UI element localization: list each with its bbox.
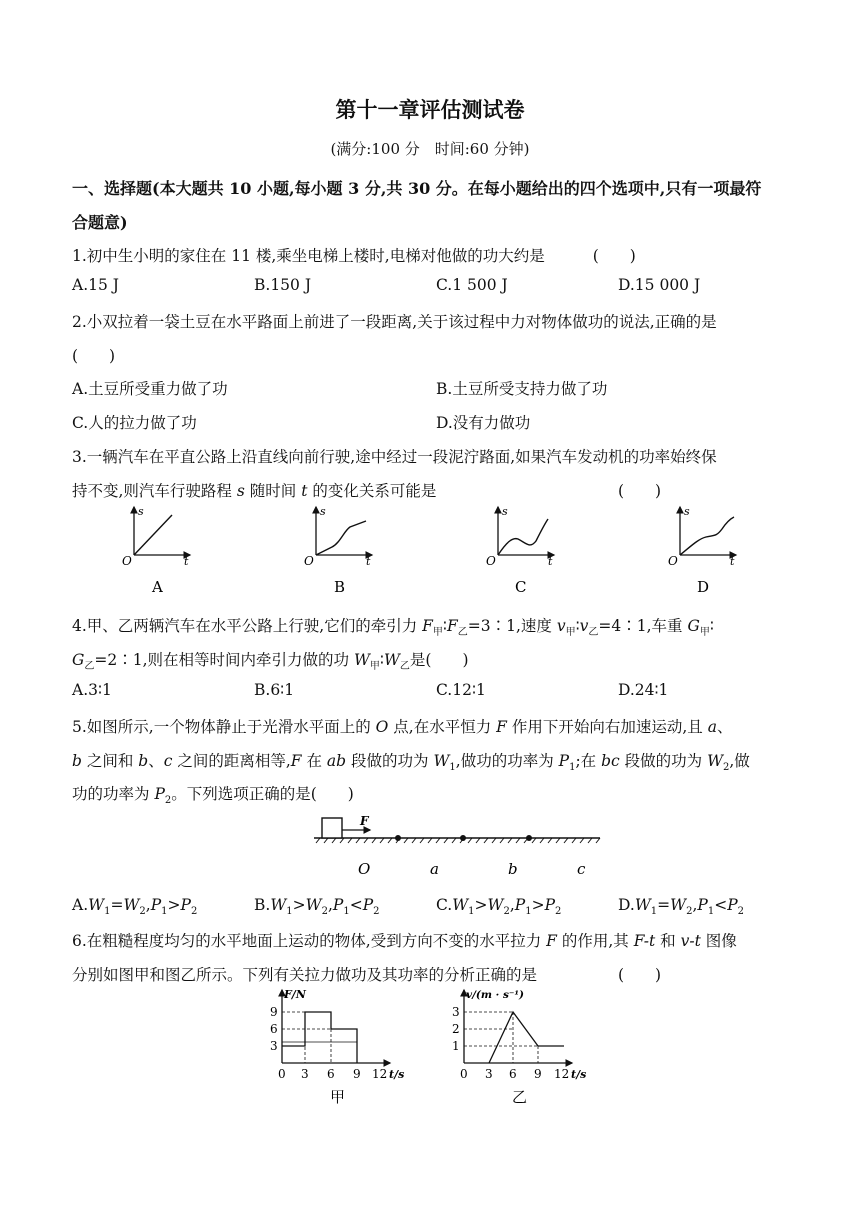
- q3-graph-d: [668, 505, 736, 596]
- q4-stem-line1: [72, 614, 714, 638]
- q5-sub: 1: [525, 906, 532, 918]
- q4-sub: 甲: [432, 627, 443, 639]
- q5-var-p: P: [332, 896, 344, 914]
- q5-sub: 2: [737, 906, 744, 918]
- q1-option-b: B.150 J: [254, 276, 312, 294]
- q4-var-g: G: [687, 617, 700, 635]
- q5-var-w: W: [88, 896, 105, 914]
- q2-option-b: B.土豆所受支持力做了功: [436, 380, 608, 398]
- q4-stem-line2: [72, 648, 469, 672]
- q4-text: 4.甲、乙两辆汽车在水平公路上行驶,它们的牵引力: [72, 617, 423, 635]
- q5-opt-letter: C.: [436, 896, 453, 914]
- q3-graph-d-label: D: [697, 578, 710, 596]
- q3-graph-c-label: C: [515, 578, 527, 596]
- q5-opt-letter: D.: [618, 896, 635, 914]
- q5-text: 、: [148, 752, 164, 770]
- q5-sub: 1: [343, 906, 350, 918]
- q3-graph-d-xlabel: t: [730, 555, 735, 568]
- q5-sub: 2: [321, 906, 328, 918]
- q4-sub: 甲: [699, 627, 710, 639]
- q5-op: >: [292, 896, 306, 914]
- q5-sub: 1: [286, 906, 293, 918]
- q6-yi-xlabel: t/s: [571, 1068, 587, 1081]
- q5-diagram: [310, 810, 610, 882]
- q5-var-f: F: [290, 752, 302, 770]
- q6-text: 图像: [700, 932, 737, 950]
- q5-text: 在: [301, 752, 327, 770]
- q5-var-w: W: [670, 896, 687, 914]
- q1-option-d: D.15 000 J: [618, 276, 701, 294]
- q3-graph-b-label: B: [334, 578, 346, 596]
- q5-sub: 1: [449, 762, 456, 774]
- q2-option-a: A.土豆所受重力做了功: [72, 380, 228, 398]
- q4-sub: 甲: [565, 627, 576, 639]
- q6-jia-ytick: 3: [270, 1039, 278, 1053]
- q5-var-p: P: [544, 896, 556, 914]
- q5-stem-line3: [72, 782, 354, 806]
- q5-var-p: P: [558, 752, 570, 770]
- q4-colon: ∶: [709, 617, 714, 635]
- q4-option-c: C.12∶1: [436, 681, 486, 699]
- q5-text: 段做的功为: [619, 752, 708, 770]
- q6-yi-xtick: 3: [485, 1067, 493, 1081]
- q2-option-c: C.人的拉力做了功: [72, 414, 197, 432]
- q5-opt-letter: A.: [72, 896, 89, 914]
- q3-graph-d-ylabel: s: [684, 505, 690, 518]
- q6-yi-ytick: 3: [452, 1005, 460, 1019]
- q5-opt-letter: B.: [254, 896, 271, 914]
- q2-stem: 2.小双拉着一袋土豆在水平路面上前进了一段距离,关于该过程中力对物体做功的说法,正确的是: [72, 313, 717, 331]
- q6-var-ft: F-t: [633, 932, 656, 950]
- q5-point-a-label: a: [430, 860, 439, 878]
- q4-var-w: W: [353, 651, 370, 669]
- q6-var-vt: v-t: [680, 932, 701, 950]
- q5-sub: 2: [503, 906, 510, 918]
- q5-text: 段做的功为: [346, 752, 434, 770]
- q5-op: >: [531, 896, 545, 914]
- q5-var-p: P: [697, 896, 708, 914]
- q5-sub: 2: [555, 906, 562, 918]
- q5-var-c: c: [163, 752, 173, 770]
- q6-text: 的作用,其: [556, 932, 634, 950]
- q5-point-o-label: O: [358, 860, 371, 878]
- q5-point-dot: [526, 835, 532, 841]
- page-title: 第十一章评估测试卷: [335, 97, 525, 122]
- q5-var-b: b: [72, 752, 82, 770]
- q2-answer-paren: ( ): [72, 347, 116, 365]
- q6-answer-paren: ( ): [618, 966, 662, 984]
- q1-option-a: A.15 J: [72, 276, 119, 294]
- q1-option-c: C.1 500 J: [436, 276, 508, 294]
- q5-text: 作用下开始向右加速运动,且: [506, 718, 708, 736]
- q4-var-v: v: [579, 617, 589, 635]
- q5-stem-line1: [72, 715, 733, 737]
- q4-var-g: G: [72, 651, 85, 669]
- q1-answer-paren: ( ): [592, 247, 636, 265]
- q5-option-a: [72, 896, 197, 917]
- q5-op: =: [657, 896, 671, 914]
- q6-yi-ytick: 2: [452, 1022, 460, 1036]
- q4-colon: ∶: [442, 617, 447, 635]
- section-heading-line2: 合题意): [72, 213, 128, 232]
- q3-graph-b-ylabel: s: [320, 505, 326, 518]
- q6-jia-caption: 甲: [330, 1088, 346, 1106]
- q5-sub: 1: [707, 906, 715, 918]
- q5-var-a: a: [707, 718, 717, 736]
- q3-graph-b: [304, 505, 372, 596]
- q3-graph-c-origin: O: [486, 554, 496, 568]
- q4-var-f: F: [446, 617, 458, 635]
- q6-yi-ylabel: v/(m · s⁻¹): [466, 989, 525, 1001]
- q6-jia-xlabel: t/s: [389, 1068, 405, 1081]
- q6-figure-jia: [262, 986, 422, 1108]
- q5-sub: 2: [190, 906, 198, 918]
- q5-var-w: W: [707, 752, 723, 770]
- q5-var-ab: ab: [326, 752, 347, 770]
- q3-answer-paren: ( ): [618, 482, 662, 500]
- q5-op: ,: [509, 896, 515, 914]
- q5-op: =: [110, 896, 124, 914]
- q5-text: ,做功的功率为: [455, 752, 559, 770]
- q5-sub: 1: [468, 906, 475, 918]
- q4-var-f: F: [422, 617, 433, 635]
- q4-text: =2∶1,则在相等时间内牵引力做的功: [94, 651, 354, 669]
- q5-text: ,做: [729, 752, 750, 770]
- q5-text: 、: [716, 718, 733, 736]
- q6-jia-xtick: 6: [327, 1067, 335, 1081]
- q5-point-c-label: c: [577, 860, 586, 878]
- q6-stem-line2: 分别如图甲和图乙所示。下列有关拉力做功及其功率的分析正确的是: [72, 966, 538, 984]
- q3-graph-a-label: A: [152, 578, 163, 596]
- q3-graph-a-ylabel: s: [138, 505, 144, 518]
- q4-text: 是( ): [409, 651, 469, 669]
- q5-block: [322, 818, 342, 838]
- q5-option-c: [436, 896, 561, 917]
- q4-colon: ∶: [575, 617, 580, 635]
- q5-text: 点,在水平恒力: [388, 718, 497, 736]
- q6-yi-xtick: 9: [534, 1067, 542, 1081]
- q4-sub: 乙: [457, 627, 468, 639]
- q3-text: 随时间: [244, 482, 302, 500]
- q5-option-b: [254, 896, 380, 917]
- q3-graph-b-xlabel: t: [366, 555, 371, 568]
- q6-jia-ytick: 6: [270, 1022, 278, 1036]
- q1-stem: [72, 244, 636, 266]
- q5-op: >: [167, 896, 181, 914]
- q5-var-p: P: [362, 896, 374, 914]
- q5-op: <: [714, 896, 728, 914]
- q4-sub: 甲: [369, 661, 380, 673]
- q6-jia-force-line: [282, 1012, 357, 1063]
- q5-sub: 2: [686, 906, 693, 918]
- q6-yi-caption: 乙: [512, 1088, 528, 1106]
- q3-graph-c-xlabel: t: [548, 555, 553, 568]
- q5-sub: 2: [139, 906, 146, 918]
- q3-stem-line2: [72, 479, 436, 501]
- q6-jia-ytick: 9: [270, 1005, 278, 1019]
- q5-op: ,: [692, 896, 698, 914]
- q3-stem-line1: 3.一辆汽车在平直公路上沿直线向前行驶,途中经过一段泥泞路面,如果汽车发动机的功率始终保: [72, 448, 717, 466]
- q5-sub: 1: [161, 906, 168, 918]
- q5-text: 之间的距离相等,: [172, 752, 291, 770]
- q4-option-d: D.24∶1: [618, 681, 669, 699]
- q6-figure-yi: [442, 986, 612, 1108]
- q4-text: =3∶1,速度: [467, 617, 557, 635]
- q5-text: 。下列选项正确的是( ): [171, 785, 354, 803]
- q5-stem-line2: [72, 749, 750, 773]
- q6-stem-line1: [72, 929, 737, 951]
- q6-yi-ytick: 1: [452, 1039, 460, 1053]
- q5-var-bc: bc: [601, 752, 620, 770]
- exam-info: (满分:100 分 时间:60 分钟): [330, 140, 530, 158]
- q4-option-a: A.3∶1: [72, 681, 112, 699]
- q5-sub: 2: [373, 906, 380, 918]
- q5-op: >: [474, 896, 488, 914]
- q5-sub: 2: [723, 762, 730, 774]
- q5-point-dot: [395, 835, 401, 841]
- q4-sub: 乙: [84, 661, 95, 673]
- q4-var-w: W: [383, 651, 400, 669]
- q4-colon: ∶: [379, 651, 384, 669]
- q6-jia-ylabel: F/N: [284, 988, 306, 1001]
- q5-op: ,: [145, 896, 151, 914]
- q5-text: 功的功率为: [72, 785, 155, 803]
- q3-text: 的变化关系可能是: [307, 482, 437, 500]
- q3-text: 持不变,则汽车行驶路程: [72, 482, 237, 500]
- q5-option-d: [618, 896, 744, 917]
- section-heading-line1: 一、选择题(本大题共 10 小题,每小题 3 分,共 30 分。在每小题给出的四个选项中,只有一项最符: [72, 179, 762, 198]
- q5-var-w: W: [305, 896, 322, 914]
- q3-graphs: [110, 503, 750, 603]
- q5-var-p: P: [727, 896, 738, 914]
- q4-sub: 乙: [588, 627, 599, 639]
- q6-yi-xtick: 12: [554, 1067, 570, 1081]
- q3-var-t: t: [301, 482, 308, 500]
- q3-graph-a-origin: O: [122, 554, 132, 568]
- q5-point-b-label: b: [508, 860, 518, 878]
- q5-sub: 1: [104, 906, 111, 918]
- q5-var-p: P: [514, 896, 526, 914]
- q3-graph-a: [122, 505, 190, 596]
- q3-graph-d-origin: O: [668, 554, 678, 568]
- q6-yi-xtick: 6: [509, 1067, 517, 1081]
- q6-jia-xtick: 12: [372, 1067, 388, 1081]
- q5-sub: 2: [164, 795, 172, 807]
- q4-var-v: v: [556, 617, 566, 635]
- q5-op: <: [349, 896, 363, 914]
- q6-jia-xtick: 3: [301, 1067, 309, 1081]
- q5-text: ;在: [575, 752, 602, 770]
- q5-sub: 1: [650, 906, 658, 918]
- q5-var-w: W: [433, 752, 450, 770]
- q6-text: 6.在粗糙程度均匀的水平地面上运动的物体,受到方向不变的水平拉力: [72, 932, 547, 950]
- q2-option-d: D.没有力做功: [436, 414, 531, 432]
- q3-graph-c-ylabel: s: [502, 505, 508, 518]
- q5-var-w: W: [270, 896, 287, 914]
- q5-point-dot: [460, 835, 466, 841]
- q6-yi-xtick: 0: [460, 1067, 468, 1081]
- q6-var-f: F: [546, 932, 557, 950]
- q4-text: =4∶1,车重: [598, 617, 688, 635]
- q5-var-w: W: [123, 896, 140, 914]
- q5-force-label: F: [360, 814, 369, 828]
- q5-var-w: W: [487, 896, 504, 914]
- q6-jia-xtick: 0: [278, 1067, 286, 1081]
- q6-jia-gridlines: [282, 1012, 357, 1063]
- q5-sub: 1: [569, 762, 576, 774]
- q3-graph-c: [486, 505, 554, 596]
- q6-yi-velocity-line: [489, 1012, 564, 1063]
- q4-option-b: B.6∶1: [254, 681, 295, 699]
- q3-graph-b-origin: O: [304, 554, 314, 568]
- q5-var-p: P: [154, 785, 165, 803]
- q5-op: ,: [327, 896, 333, 914]
- q5-var-w: W: [634, 896, 651, 914]
- q3-graph-a-xlabel: t: [184, 555, 189, 568]
- q5-text: 5.如图所示,一个物体静止于光滑水平面上的: [72, 718, 376, 736]
- q5-var-b: b: [138, 752, 149, 770]
- q5-var-w: W: [452, 896, 469, 914]
- q5-text: 之间和: [81, 752, 139, 770]
- q5-var-p: P: [150, 896, 162, 914]
- q1-stem-text: 1.初中生小明的家住在 11 楼,乘坐电梯上楼时,电梯对他做的功大约是: [72, 247, 545, 265]
- q3-var-s: s: [236, 482, 245, 500]
- q5-var-o: O: [375, 718, 389, 736]
- q6-jia-xtick: 9: [353, 1067, 361, 1081]
- q5-var-p: P: [180, 896, 191, 914]
- q4-sub: 乙: [399, 661, 410, 673]
- q6-text: 和: [655, 932, 681, 950]
- q5-var-f: F: [496, 718, 507, 736]
